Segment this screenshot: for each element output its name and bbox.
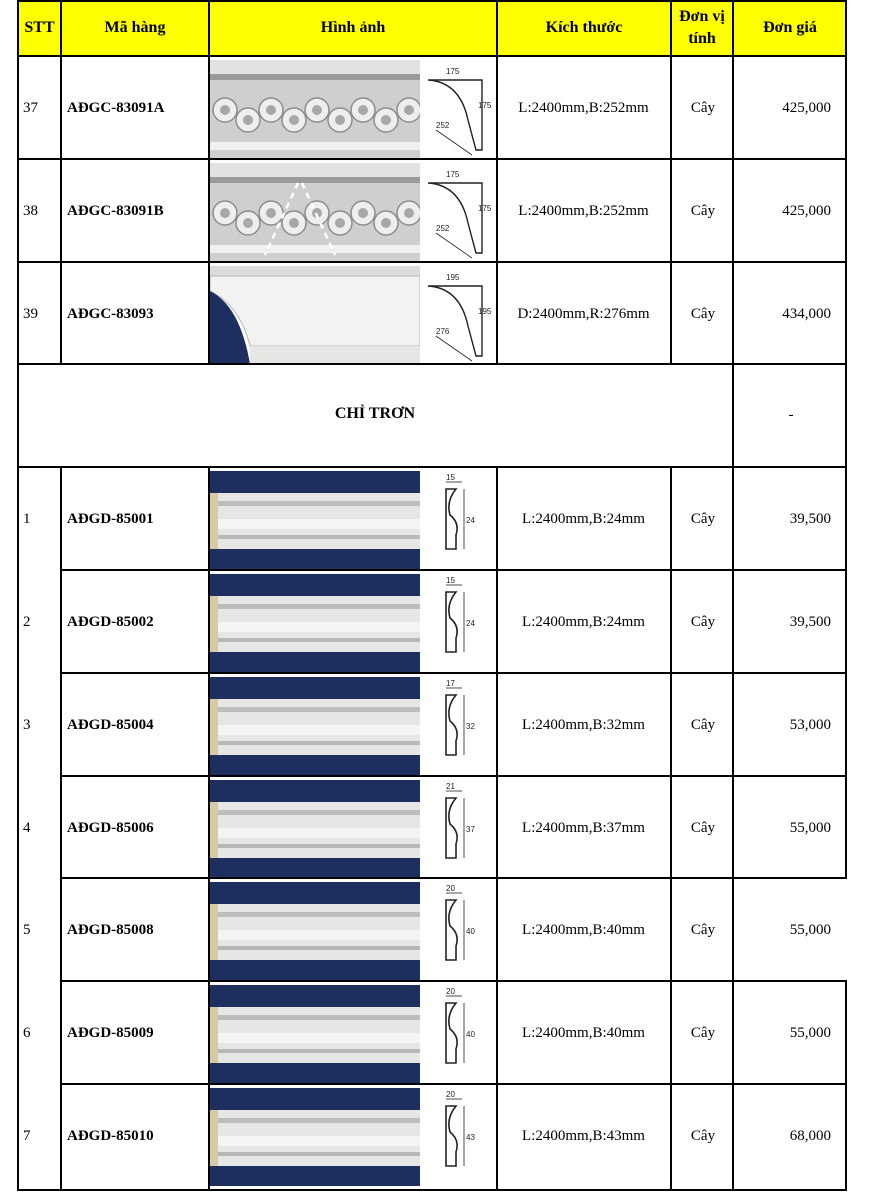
unit-cell: Cây xyxy=(690,819,716,836)
table-border-right-lower xyxy=(845,980,847,1191)
row-line xyxy=(62,775,847,777)
size-cell: L:2400mm,B:43mm xyxy=(522,1127,645,1144)
size-cell: L:2400mm,B:24mm xyxy=(522,510,645,527)
dimension-label: 15 xyxy=(446,576,455,585)
header-code: Mã hàng xyxy=(62,1,208,55)
stt-cell: 37 xyxy=(23,99,38,116)
product-code: AĐGC-83091A xyxy=(67,99,165,116)
product-image xyxy=(210,266,492,364)
product-image xyxy=(210,471,492,569)
row-line xyxy=(62,569,847,571)
size-cell: L:2400mm,B:37mm xyxy=(522,819,645,836)
row-line xyxy=(62,672,847,674)
price-cell: 68,000 xyxy=(789,1127,831,1144)
unit-cell: Cây xyxy=(690,613,716,630)
table-border-bottom xyxy=(17,1189,847,1191)
header-unit-line1: Đơn vị xyxy=(679,7,725,25)
product-code: AĐGD-85008 xyxy=(67,921,154,938)
unit-cell: Cây xyxy=(690,305,716,322)
unit-cell: Cây xyxy=(690,1024,716,1041)
dimension-label: 175 xyxy=(446,170,460,179)
stt-cell: 38 xyxy=(23,202,38,219)
size-cell: D:2400mm,R:276mm xyxy=(517,305,650,322)
header-unit-line2: tính xyxy=(688,30,716,47)
header-stt: STT xyxy=(19,1,60,55)
price-table xyxy=(17,0,847,1192)
stt-cell: 39 xyxy=(23,305,38,322)
product-code: AĐGD-85006 xyxy=(67,819,154,836)
size-cell: L:2400mm,B:252mm xyxy=(518,99,649,116)
dimension-label: 252 xyxy=(436,121,450,130)
product-code: AĐGD-85002 xyxy=(67,613,154,630)
col-line xyxy=(60,466,62,1191)
product-image xyxy=(210,780,492,878)
dimension-label: 40 xyxy=(466,927,475,936)
size-cell: L:2400mm,B:32mm xyxy=(522,716,645,733)
dimension-label: 43 xyxy=(466,1133,475,1142)
price-cell: 55,000 xyxy=(789,819,831,836)
unit-cell: Cây xyxy=(690,716,716,733)
price-cell: 39,500 xyxy=(789,510,831,527)
product-image xyxy=(210,1088,492,1186)
unit-cell: Cây xyxy=(690,1127,716,1144)
stt-cell: 7 xyxy=(23,1127,31,1144)
header-price: Đơn giá xyxy=(734,1,846,55)
dimension-label: 276 xyxy=(436,327,450,336)
price-cell: 55,000 xyxy=(789,921,831,938)
product-image xyxy=(210,574,492,672)
unit-cell: Cây xyxy=(690,202,716,219)
size-cell: L:2400mm,B:252mm xyxy=(518,202,649,219)
product-code: AĐGC-83093 xyxy=(67,305,154,322)
price-cell: 434,000 xyxy=(782,305,831,322)
dimension-label: 175 xyxy=(478,101,492,110)
size-cell: L:2400mm,B:40mm xyxy=(522,1024,645,1041)
section-price: - xyxy=(788,406,794,423)
dimension-label: 195 xyxy=(446,273,460,282)
dimension-label: 20 xyxy=(446,884,455,893)
stt-cell: 5 xyxy=(23,921,31,938)
price-cell: 53,000 xyxy=(789,716,831,733)
row-line xyxy=(17,261,847,263)
product-code: AĐGC-83091B xyxy=(67,202,164,219)
col-line xyxy=(496,0,498,364)
dimension-label: 21 xyxy=(446,782,455,791)
product-code: AĐGD-85001 xyxy=(67,510,154,527)
table-border-right xyxy=(845,0,847,877)
dimension-label: 24 xyxy=(466,516,475,525)
product-image xyxy=(210,882,492,980)
stt-cell: 1 xyxy=(23,510,31,527)
product-image xyxy=(210,677,492,775)
dimension-label: 175 xyxy=(478,204,492,213)
col-line xyxy=(60,0,62,364)
table-border-left xyxy=(17,0,19,1191)
col-line xyxy=(732,0,734,1191)
size-cell: L:2400mm,B:40mm xyxy=(522,921,645,938)
price-cell: 425,000 xyxy=(782,202,831,219)
row-line xyxy=(17,158,847,160)
stt-cell: 4 xyxy=(23,819,31,836)
header-size: Kích thước xyxy=(498,1,670,55)
dimension-label: 252 xyxy=(436,224,450,233)
price-cell: 55,000 xyxy=(789,1024,831,1041)
product-image xyxy=(210,60,492,158)
row-line xyxy=(62,877,847,879)
unit-cell: Cây xyxy=(690,510,716,527)
row-line xyxy=(62,1083,847,1085)
dimension-label: 175 xyxy=(446,67,460,76)
product-image xyxy=(210,163,492,261)
dimension-label: 20 xyxy=(446,1090,455,1099)
header-bottom-line xyxy=(17,55,847,57)
row-line xyxy=(17,466,847,468)
col-line xyxy=(496,466,498,1191)
stt-cell: 3 xyxy=(23,716,31,733)
product-code: AĐGD-85009 xyxy=(67,1024,154,1041)
row-line xyxy=(62,980,847,982)
stt-cell: 6 xyxy=(23,1024,31,1041)
table-border-top xyxy=(17,0,847,2)
col-line xyxy=(208,0,210,364)
product-image xyxy=(210,985,492,1083)
dimension-label: 195 xyxy=(478,307,492,316)
stt-cell: 2 xyxy=(23,613,31,630)
header-image: Hình ảnh xyxy=(210,1,496,55)
row-line xyxy=(17,363,847,365)
dimension-label: 37 xyxy=(466,825,475,834)
dimension-label: 24 xyxy=(466,619,475,628)
product-code: AĐGD-85004 xyxy=(67,716,154,733)
section-title: CHỈ TRƠN xyxy=(334,405,416,422)
col-line xyxy=(670,0,672,364)
col-line xyxy=(208,466,210,1191)
unit-cell: Cây xyxy=(690,99,716,116)
header-unit xyxy=(672,1,732,55)
dimension-label: 32 xyxy=(466,722,475,731)
col-line xyxy=(670,466,672,1191)
dimension-label: 17 xyxy=(446,679,455,688)
price-cell: 425,000 xyxy=(782,99,831,116)
dimension-label: 20 xyxy=(446,987,455,996)
size-cell: L:2400mm,B:24mm xyxy=(522,613,645,630)
dimension-label: 15 xyxy=(446,473,455,482)
unit-cell: Cây xyxy=(690,921,716,938)
price-cell: 39,500 xyxy=(789,613,831,630)
product-code: AĐGD-85010 xyxy=(67,1127,154,1144)
dimension-label: 40 xyxy=(466,1030,475,1039)
